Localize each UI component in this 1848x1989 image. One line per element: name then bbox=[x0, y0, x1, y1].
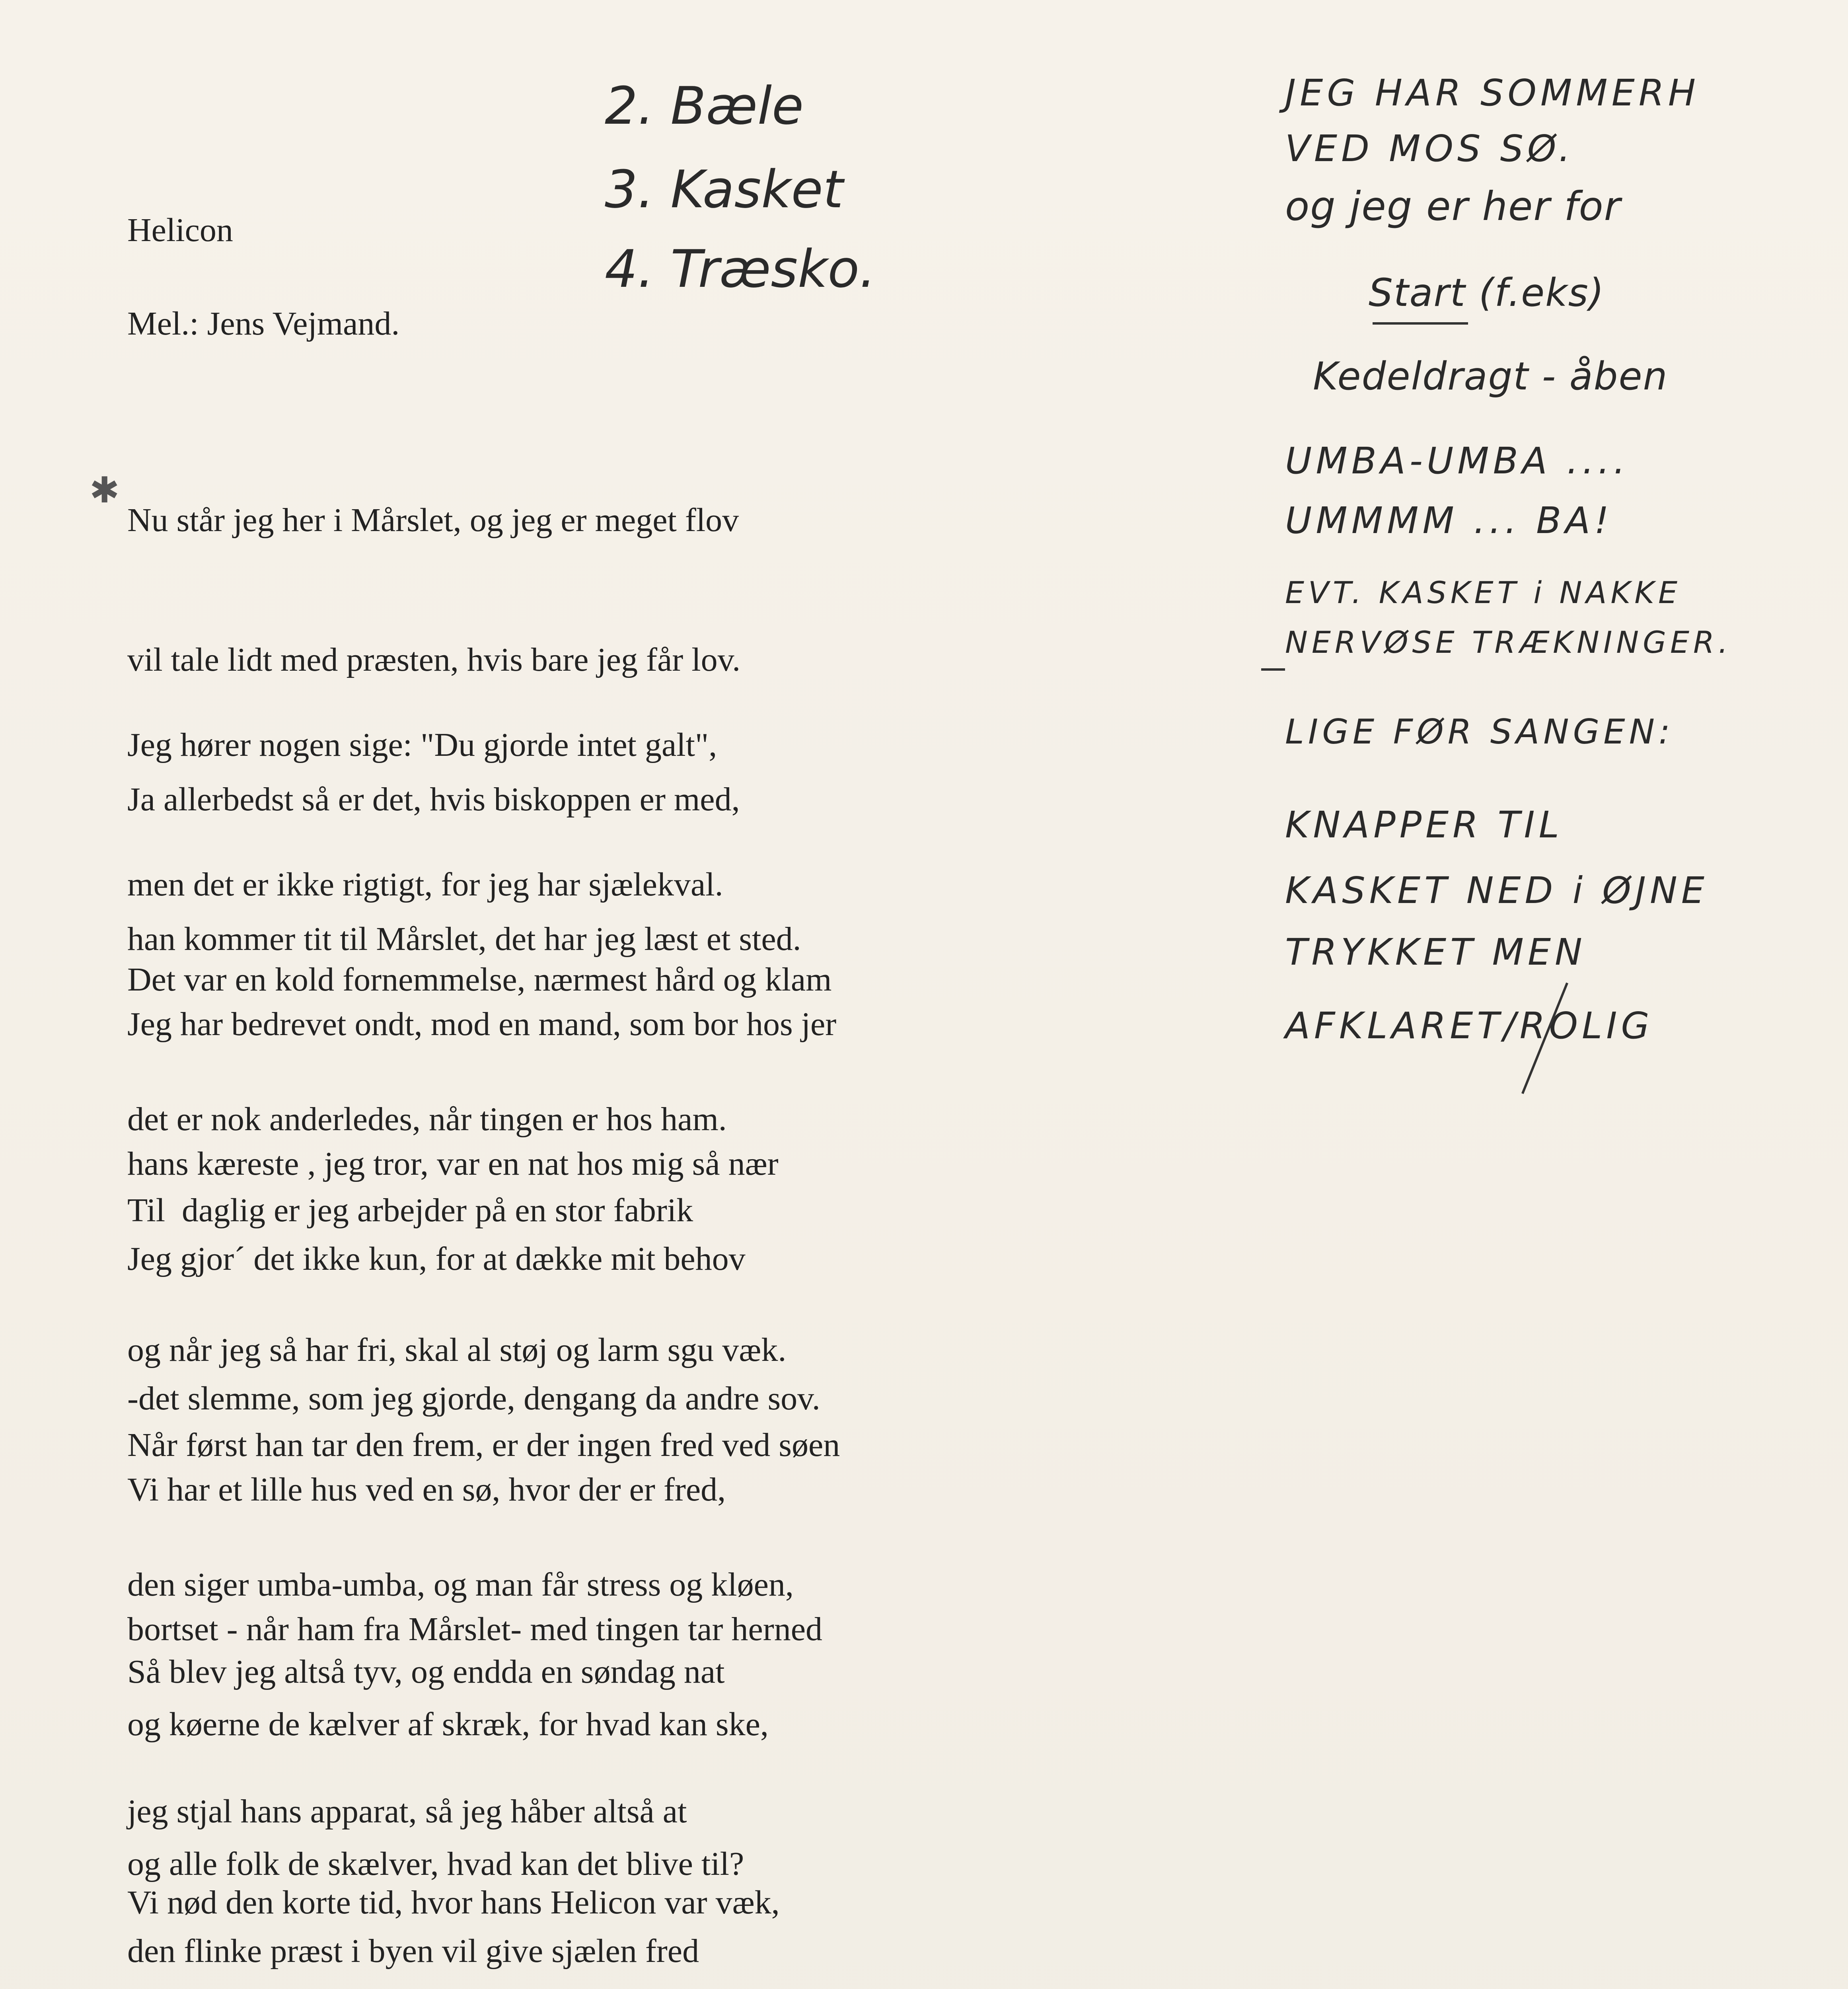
handwritten-note: KNAPPER TIL bbox=[1285, 804, 1563, 846]
handwritten-note: JEG HAR SOMMERH bbox=[1285, 72, 1700, 114]
verse-line: hans kæreste , jeg tror, var en nat hos mig så nær bbox=[127, 1145, 779, 1182]
verse-line: Nu står jeg her i Mårslet, og jeg er meget flov bbox=[127, 502, 739, 539]
verse-line: vil tale lidt med præsten, hvis bare jeg får lov. bbox=[127, 641, 741, 678]
handwritten-list-item: 2. Bæle bbox=[605, 76, 804, 136]
melody-line: Mel.: Jens Vejmand. bbox=[127, 305, 400, 342]
verse-line: Ja allerbedst så er det, hvis biskoppen er med, bbox=[127, 781, 740, 818]
asterisk-mark: ✱ bbox=[90, 471, 120, 510]
verse-line: -det slemme, som jeg gjorde, dengang da andre sov. bbox=[127, 1380, 820, 1417]
handwritten-note: UMMMM ... BA! bbox=[1285, 499, 1613, 542]
verse-line: og køerne de kælver af skræk, for hvad kan ske, bbox=[127, 1706, 769, 1743]
verse-line: Når først han tar den frem, er der ingen fred ved søen bbox=[127, 1427, 840, 1464]
handwritten-note: Kedeldragt - åben bbox=[1313, 354, 1668, 399]
verse-line: den flinke præst i byen vil give sjælen fred bbox=[127, 1933, 699, 1970]
verse-line: Vi har et lille hus ved en sø, hvor der er fred, bbox=[127, 1471, 726, 1508]
handwritten-note: TRYKKET MEN bbox=[1285, 931, 1586, 973]
underline-mark bbox=[1373, 322, 1468, 325]
verse-line: bortset - når ham fra Mårslet- med tingen tar herned bbox=[127, 1611, 822, 1648]
song-title: Helicon bbox=[127, 212, 233, 249]
verse-line: Det var en kold fornemmelse, nærmest hård og klam bbox=[127, 961, 832, 998]
verse-line: Til daglig er jeg arbejder på en stor fabrik bbox=[127, 1192, 693, 1229]
verse-line: han kommer tit til Mårslet, det har jeg læst et sted. bbox=[127, 921, 801, 958]
handwritten-note: NERVØSE TRÆKNINGER. bbox=[1285, 625, 1732, 660]
verse-line: Så blev jeg altså tyv, og endda en søndag nat bbox=[127, 1653, 725, 1690]
verse-line: det er nok anderledes, når tingen er hos ham. bbox=[127, 1101, 727, 1138]
underline-mark bbox=[1261, 668, 1285, 671]
verse-line: og når jeg så har fri, skal al støj og larm sgu væk. bbox=[127, 1331, 787, 1368]
handwritten-note: EVT. KASKET i NAKKE bbox=[1285, 575, 1682, 610]
handwritten-note: UMBA-UMBA .... bbox=[1285, 440, 1629, 482]
verse-line: jeg stjal hans apparat, så jeg håber altså at bbox=[127, 1793, 687, 1830]
verse-line: og alle folk de skælver, hvad kan det blive til? bbox=[127, 1845, 744, 1882]
handwritten-list-item: 3. Kasket bbox=[605, 159, 843, 220]
stanza-7 bbox=[127, 1786, 780, 1989]
handwritten-note: KASKET NED i ØJNE bbox=[1285, 869, 1708, 912]
handwritten-note: Start (f.eks) bbox=[1369, 271, 1605, 315]
verse-line: men det er ikke rigtigt, for jeg har sjælekval. bbox=[127, 866, 723, 903]
handwritten-note: VED MOS SØ. bbox=[1285, 127, 1574, 170]
handwritten-note: AFKLARET/ROLIG bbox=[1285, 1004, 1653, 1047]
verse-line: Jeg har bedrevet ondt, mod en mand, som bor hos jer bbox=[127, 1006, 837, 1043]
verse-line: Vi nød den korte tid, hvor hans Helicon var væk, bbox=[127, 1884, 780, 1921]
handwritten-note: LIGE FØR SANGEN: bbox=[1285, 712, 1674, 752]
handwritten-list-item: 4. Træsko. bbox=[605, 239, 876, 299]
handwritten-note: og jeg er her for bbox=[1285, 183, 1621, 230]
verse-line: den siger umba-umba, og man får stress og kløen, bbox=[127, 1566, 794, 1603]
verse-line: Jeg gjor´ det ikke kun, for at dække mit behov bbox=[127, 1240, 746, 1277]
verse-line: Jeg hører nogen sige: "Du gjorde intet galt", bbox=[127, 726, 717, 763]
